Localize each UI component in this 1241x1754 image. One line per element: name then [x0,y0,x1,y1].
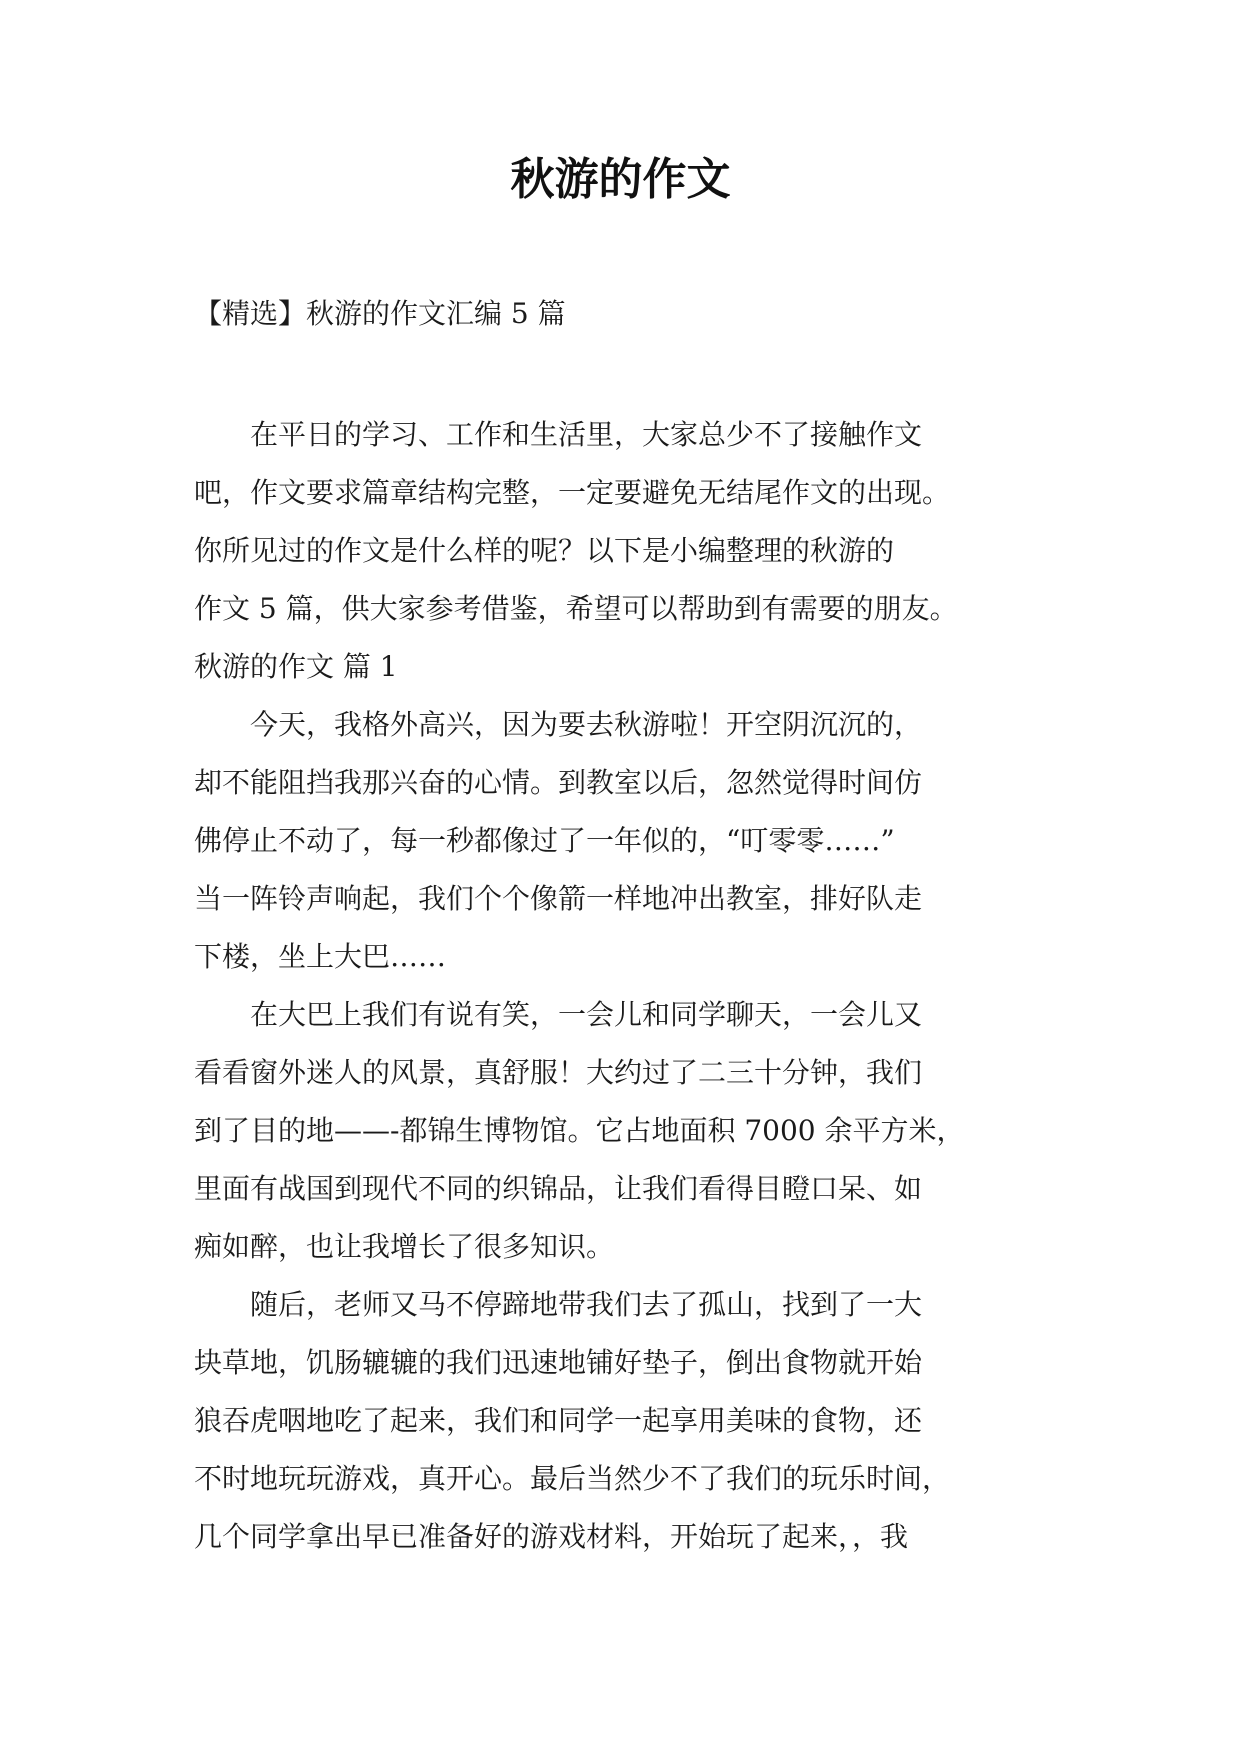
document-subtitle: 【精选】秋游的作文汇编 5 篇 [194,297,566,330]
section-heading: 秋游的作文 篇 1 [194,650,398,683]
body-line: 到了目的地——-都锦生博物馆。它占地面积 7000 余平方米， [194,1114,965,1147]
document-title: 秋游的作文 [510,154,731,205]
body-line: 里面有战国到现代不同的织锦品，让我们看得目瞪口呆、如 [194,1172,923,1205]
body-line: 当一阵铃声响起，我们个个像箭一样地冲出教室，排好队走 [194,882,923,915]
body-line: 吧，作文要求篇章结构完整，一定要避免无结尾作文的出现。 [194,476,951,509]
body-line: 痴如醉，也让我增长了很多知识。 [194,1230,615,1263]
body-line: 在平日的学习、工作和生活里，大家总少不了接触作文 [194,418,923,451]
body-line: 作文 5 篇，供大家参考借鉴，希望可以帮助到有需要的朋友。 [194,592,958,625]
body-line: 几个同学拿出早已准备好的游戏材料，开始玩了起来，，我 [194,1520,909,1553]
document-body [194,406,1054,1566]
body-line: 下楼，坐上大巴…… [194,940,447,973]
body-line: 佛停止不动了，每一秒都像过了一年似的，“叮零零……” [194,824,895,857]
body-line: 不时地玩玩游戏，真开心。最后当然少不了我们的玩乐时间， [194,1462,951,1495]
body-line: 却不能阻挡我那兴奋的心情。到教室以后，忽然觉得时间仿 [194,766,923,799]
body-line: 看看窗外迷人的风景，真舒服！大约过了二三十分钟，我们 [194,1056,923,1089]
body-line: 狼吞虎咽地吃了起来，我们和同学一起享用美味的食物，还 [194,1404,923,1437]
body-line: 块草地，饥肠辘辘的我们迅速地铺好垫子，倒出食物就开始 [194,1346,923,1379]
body-line: 随后，老师又马不停蹄地带我们去了孤山，找到了一大 [194,1288,923,1321]
body-line: 在大巴上我们有说有笑，一会儿和同学聊天，一会儿又 [194,998,923,1031]
body-line: 今天，我格外高兴，因为要去秋游啦！开空阴沉沉的， [194,708,923,741]
body-line: 你所见过的作文是什么样的呢？以下是小编整理的秋游的 [194,534,895,567]
